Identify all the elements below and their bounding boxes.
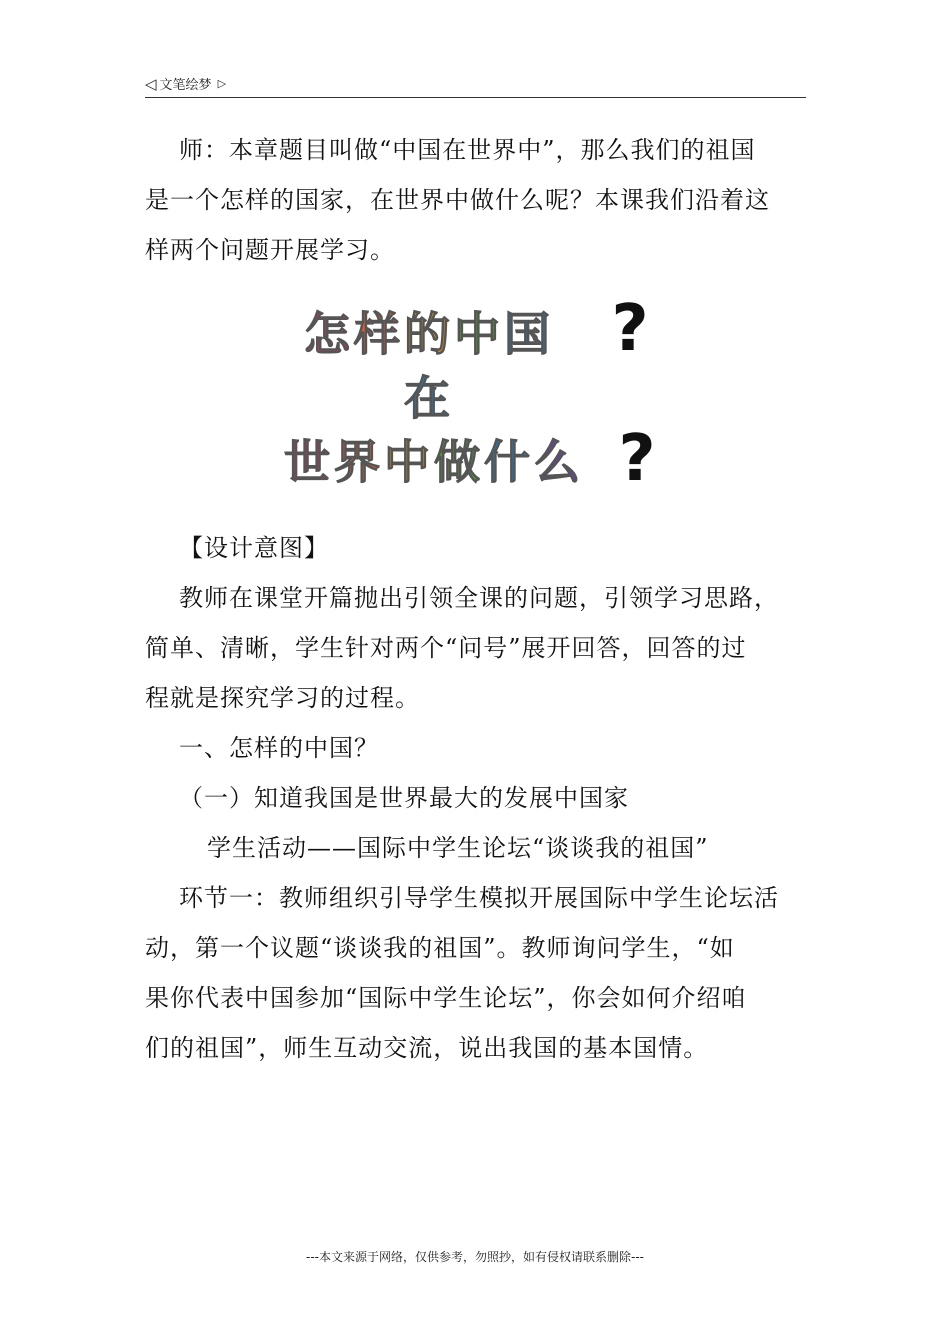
word-art-char: 样 <box>354 307 400 361</box>
word-art-line-3 <box>284 435 580 489</box>
text-line: 教师在课堂开篇抛出引领全课的问题，引领学习思路， <box>179 584 779 612</box>
question-mark-icon: ? <box>618 422 656 496</box>
text-line: 们的祖国”，师生互动交流，说出我国的基本国情。 <box>145 1034 709 1062</box>
word-art-char: 在 <box>404 371 450 425</box>
word-art-line-1 <box>304 307 550 361</box>
word-art-char: 中 <box>454 307 500 361</box>
word-art-char: 世 <box>284 435 330 489</box>
header-divider <box>145 97 806 98</box>
text-line: 环节一：教师组织引导学生模拟开展国际中学生论坛活 <box>179 884 779 912</box>
question-mark-icon: ? <box>611 298 649 366</box>
word-art-char: 做 <box>434 435 480 489</box>
subsection-heading: （一）知道我国是世界最大的发展中国家 <box>179 784 629 812</box>
text-line: 是一个怎样的国家，在世界中做什么呢？本课我们沿着这 <box>145 186 770 214</box>
word-art-char: 么 <box>534 435 580 489</box>
left-triangle-icon: ◁ <box>145 75 157 93</box>
header-brand <box>145 74 226 93</box>
text-line: 程就是探究学习的过程。 <box>145 684 420 712</box>
section-heading: 一、怎样的中国？ <box>179 734 379 762</box>
word-art-char: 怎 <box>304 307 350 361</box>
word-art-char: 中 <box>384 435 430 489</box>
word-art-line-2 <box>404 371 450 425</box>
footer-note: ---本文来源于网络，仅供参考，勿照抄，如有侵权请联系删除--- <box>306 1250 644 1264</box>
word-art-char: 什 <box>484 435 530 489</box>
text-line: 动，第一个议题“谈谈我的祖国”。教师询问学生，“如 <box>145 934 735 962</box>
text-line: 样两个问题开展学习。 <box>145 236 395 264</box>
page-header <box>145 74 806 96</box>
word-art-image <box>275 298 675 498</box>
word-art-char: 国 <box>504 307 550 361</box>
brand-label: 文笔绘梦 <box>159 78 212 93</box>
text-line: 简单、清晰，学生针对两个“问号”展开回答，回答的过 <box>145 634 747 662</box>
text-line: 果你代表中国参加“国际中学生论坛”，你会如何介绍咱 <box>145 984 747 1012</box>
word-art-char: 界 <box>334 435 380 489</box>
right-triangle-icon: ▷ <box>217 77 227 90</box>
text-line: 师：本章题目叫做“中国在世界中”，那么我们的祖国 <box>179 136 756 164</box>
activity-title: 学生活动——国际中学生论坛“谈谈我的祖国” <box>207 834 709 862</box>
word-art-char: 的 <box>404 307 450 361</box>
design-heading: 【设计意图】 <box>179 534 329 562</box>
